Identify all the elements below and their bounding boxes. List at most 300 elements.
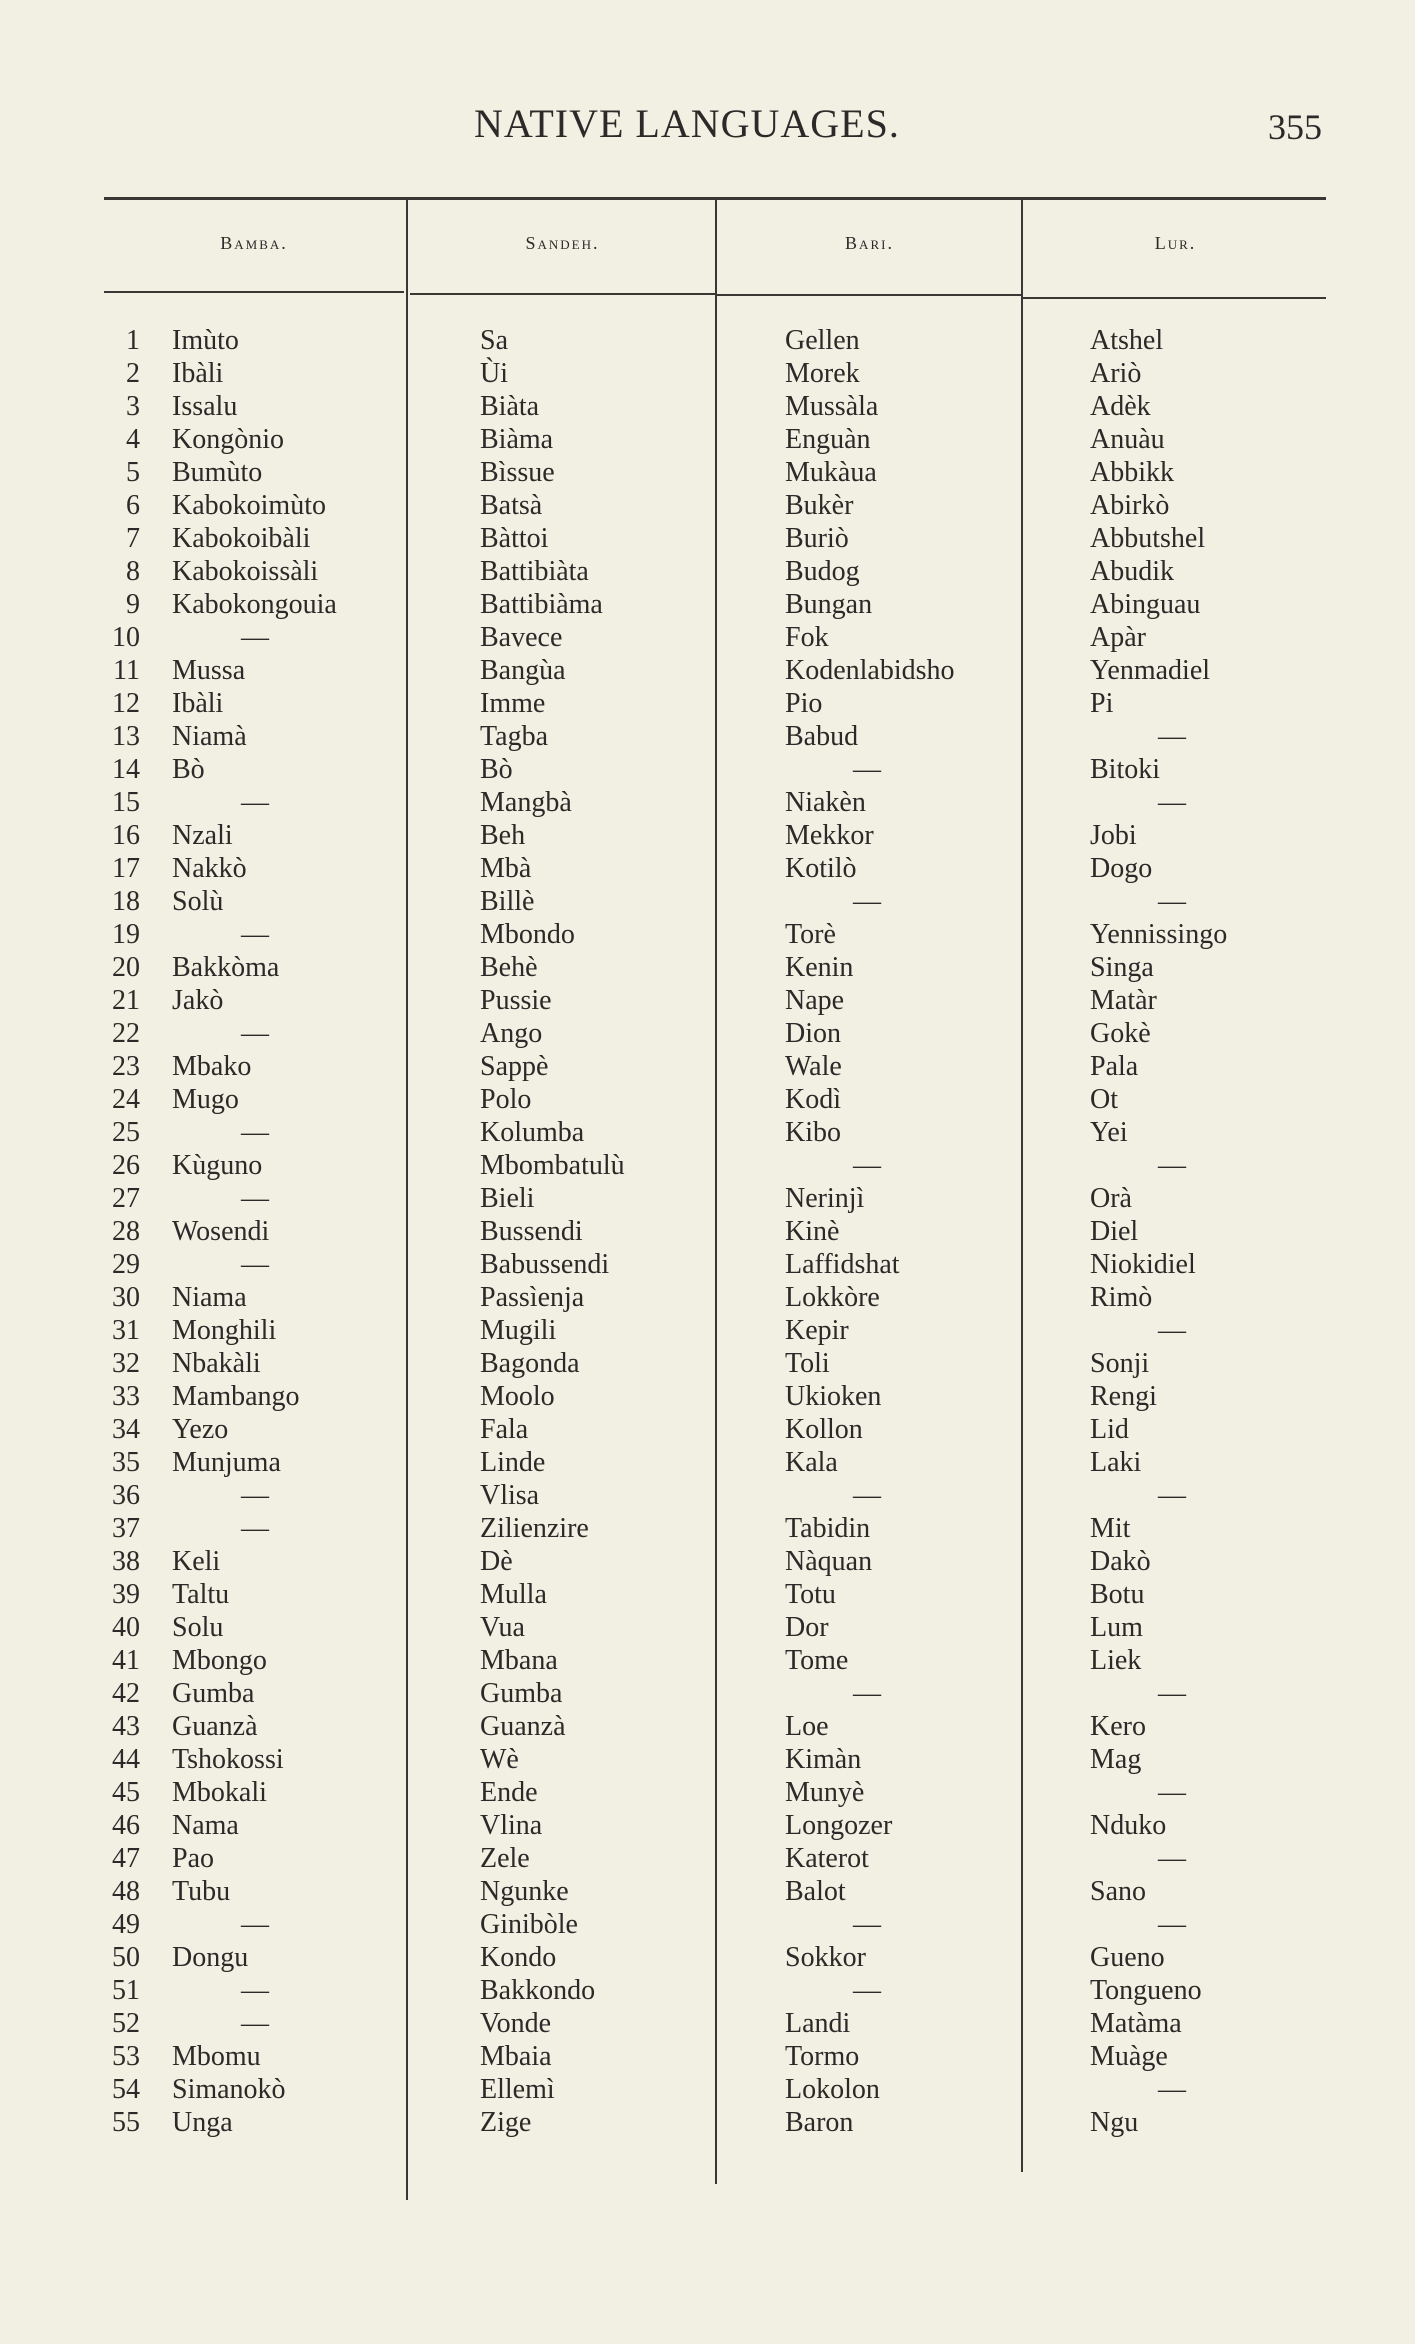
- cell-sandeh: Ginibòle: [480, 1909, 578, 1940]
- row-number: 52: [112, 2008, 140, 2039]
- row-number: 15: [112, 787, 140, 818]
- row-number: 54: [112, 2074, 140, 2105]
- column-header-lur: Lur.: [1154, 233, 1197, 253]
- cell-sandeh: Mulla: [480, 1579, 547, 1610]
- cell-sandeh: Bìssue: [480, 457, 555, 488]
- table-row: [0, 1348, 1415, 1381]
- cell-bamba: Kabokoibàli: [172, 523, 311, 554]
- cell-lur: Jobi: [1090, 820, 1137, 851]
- row-number: 39: [112, 1579, 140, 1610]
- cell-sandeh: Babussendi: [480, 1249, 610, 1280]
- table-row: [0, 1777, 1415, 1810]
- cell-lur: Matàr: [1090, 985, 1157, 1016]
- cell-sandeh: Bussendi: [480, 1216, 583, 1247]
- table-row: [0, 523, 1415, 556]
- cell-lur: Yei: [1090, 1117, 1128, 1148]
- table-row: [0, 721, 1415, 754]
- column-header-bari: Bari.: [845, 233, 894, 253]
- cell-sandeh: Dè: [480, 1546, 513, 1577]
- cell-bari: Bukèr: [785, 490, 854, 521]
- cell-bari: —: [853, 1909, 881, 1940]
- cell-sandeh: Bò: [480, 754, 513, 785]
- cell-sandeh: Mbà: [480, 853, 532, 884]
- cell-bamba: Kabokongouia: [172, 589, 337, 620]
- cell-bari: Kotilò: [785, 853, 857, 884]
- cell-lur: Nduko: [1090, 1810, 1167, 1841]
- table-row: [0, 754, 1415, 787]
- cell-bari: Enguàn: [785, 424, 871, 455]
- cell-sandeh: Billè: [480, 886, 535, 917]
- table-row: [0, 2107, 1415, 2140]
- cell-bamba: Imùto: [172, 325, 239, 356]
- cell-bari: Kinè: [785, 1216, 840, 1247]
- cell-bari: —: [853, 1150, 881, 1181]
- table-row: [0, 1645, 1415, 1678]
- row-number: 42: [112, 1678, 140, 1709]
- cell-sandeh: Batsà: [480, 490, 543, 521]
- cell-lur: Atshel: [1090, 325, 1164, 356]
- cell-sandeh: Ngunke: [480, 1876, 569, 1907]
- cell-bari: Munyè: [785, 1777, 865, 1808]
- cell-bamba: Yezo: [172, 1414, 229, 1445]
- cell-bari: Kimàn: [785, 1744, 862, 1775]
- cell-bamba: Bumùto: [172, 457, 263, 488]
- cell-sandeh: Zige: [480, 2107, 532, 2138]
- cell-bamba: Tubu: [172, 1876, 231, 1907]
- cell-bamba: Mbongo: [172, 1645, 267, 1676]
- header-rule-lur: [1023, 297, 1326, 299]
- cell-lur: Dakò: [1090, 1546, 1151, 1577]
- cell-lur: Lum: [1090, 1612, 1143, 1643]
- cell-bari: Fok: [785, 622, 829, 653]
- table-row: [0, 1315, 1415, 1348]
- row-number: 23: [112, 1051, 140, 1082]
- cell-sandeh: Wè: [480, 1744, 519, 1775]
- cell-bamba: Pao: [172, 1843, 214, 1874]
- row-number: 26: [112, 1150, 140, 1181]
- header-rule-sandeh: [410, 293, 715, 295]
- cell-lur: Matàma: [1090, 2008, 1182, 2039]
- table-row: [0, 1975, 1415, 2008]
- cell-sandeh: Ellemì: [480, 2074, 555, 2105]
- page-header: [0, 100, 1415, 160]
- cell-sandeh: Mbana: [480, 1645, 558, 1676]
- cell-bari: —: [853, 1975, 881, 2006]
- cell-bamba: Mbomu: [172, 2041, 261, 2072]
- row-number: 46: [112, 1810, 140, 1841]
- row-number: 45: [112, 1777, 140, 1808]
- cell-lur: Lid: [1090, 1414, 1129, 1445]
- cell-bari: —: [853, 886, 881, 917]
- table-row: [0, 1447, 1415, 1480]
- cell-sandeh: Beh: [480, 820, 526, 851]
- cell-bamba: Nama: [172, 1810, 239, 1841]
- cell-lur: Sano: [1090, 1876, 1146, 1907]
- cell-bari: Tormo: [785, 2041, 860, 2072]
- cell-bamba: Nzali: [172, 820, 233, 851]
- cell-bamba: Mugo: [172, 1084, 239, 1115]
- cell-sandeh: Battibiàta: [480, 556, 589, 587]
- table-row: [0, 1909, 1415, 1942]
- cell-lur: Yenmadiel: [1090, 655, 1211, 686]
- cell-bari: Sokkor: [785, 1942, 866, 1973]
- cell-bari: Ukioken: [785, 1381, 882, 1412]
- cell-bari: Toli: [785, 1348, 830, 1379]
- row-number: 9: [126, 589, 140, 620]
- cell-bari: Loe: [785, 1711, 829, 1742]
- row-number: 41: [112, 1645, 140, 1676]
- cell-bari: Mekkor: [785, 820, 874, 851]
- cell-sandeh: Mbaia: [480, 2041, 552, 2072]
- cell-bari: Kepir: [785, 1315, 849, 1346]
- cell-bari: Morek: [785, 358, 860, 389]
- row-number: 18: [112, 886, 140, 917]
- cell-bari: Kenin: [785, 952, 854, 983]
- cell-lur: Botu: [1090, 1579, 1145, 1610]
- cell-lur: Muàge: [1090, 2041, 1168, 2072]
- cell-sandeh: Zilienzire: [480, 1513, 589, 1544]
- cell-bari: Nàquan: [785, 1546, 873, 1577]
- cell-sandeh: Bakkondo: [480, 1975, 596, 2006]
- cell-bamba: Keli: [172, 1546, 221, 1577]
- cell-sandeh: Mangbà: [480, 787, 572, 818]
- column-header-bamba: Bamba.: [220, 233, 288, 253]
- cell-bamba: Wosendi: [172, 1216, 270, 1247]
- cell-bari: Balot: [785, 1876, 846, 1907]
- row-number: 12: [112, 688, 140, 719]
- cell-bamba: Mbako: [172, 1051, 252, 1082]
- row-number: 4: [126, 424, 140, 455]
- cell-bari: Nape: [785, 985, 845, 1016]
- row-number: 29: [112, 1249, 140, 1280]
- row-number: 3: [126, 391, 140, 422]
- cell-sandeh: Polo: [480, 1084, 532, 1115]
- cell-bari: Dor: [785, 1612, 829, 1643]
- row-number: 43: [112, 1711, 140, 1742]
- cell-bamba: Taltu: [172, 1579, 230, 1610]
- cell-lur: —: [1158, 2074, 1186, 2105]
- table-row: [0, 1810, 1415, 1843]
- cell-bamba: —: [241, 787, 269, 818]
- cell-bamba: —: [241, 1183, 269, 1214]
- row-number: 40: [112, 1612, 140, 1643]
- cell-lur: Rimò: [1090, 1282, 1153, 1313]
- cell-sandeh: Vlisa: [480, 1480, 540, 1511]
- cell-bari: Torè: [785, 919, 836, 950]
- row-number: 49: [112, 1909, 140, 1940]
- cell-sandeh: Ùi: [480, 358, 508, 389]
- cell-sandeh: Tagba: [480, 721, 549, 752]
- cell-bari: Nerinjì: [785, 1183, 865, 1214]
- row-number: 21: [112, 985, 140, 1016]
- cell-bari: Totu: [785, 1579, 836, 1610]
- cell-lur: —: [1158, 1678, 1186, 1709]
- table-row: [0, 1018, 1415, 1051]
- cell-bamba: Nbakàli: [172, 1348, 261, 1379]
- table-row: [0, 655, 1415, 688]
- table-row: [0, 1117, 1415, 1150]
- cell-bamba: —: [241, 1513, 269, 1544]
- row-number: 55: [112, 2107, 140, 2138]
- table-row: [0, 1579, 1415, 1612]
- cell-lur: Adèk: [1090, 391, 1151, 422]
- cell-bari: —: [853, 754, 881, 785]
- table-row: [0, 853, 1415, 886]
- cell-bari: Buriò: [785, 523, 849, 554]
- table-row: [0, 1480, 1415, 1513]
- table-row: [0, 556, 1415, 589]
- cell-bari: Kibo: [785, 1117, 841, 1148]
- table-row: [0, 1249, 1415, 1282]
- cell-bamba: Solu: [172, 1612, 224, 1643]
- cell-lur: Gokè: [1090, 1018, 1151, 1049]
- cell-bari: Mussàla: [785, 391, 879, 422]
- row-number: 14: [112, 754, 140, 785]
- cell-sandeh: Kolumba: [480, 1117, 585, 1148]
- row-number: 53: [112, 2041, 140, 2072]
- cell-lur: Pala: [1090, 1051, 1139, 1082]
- cell-bamba: Mbokali: [172, 1777, 267, 1808]
- cell-bamba: Niamà: [172, 721, 247, 752]
- row-number: 7: [126, 523, 140, 554]
- cell-bamba: Ibàli: [172, 358, 224, 389]
- cell-sandeh: Bangùa: [480, 655, 566, 686]
- cell-bamba: Munjuma: [172, 1447, 281, 1478]
- cell-lur: Tongueno: [1090, 1975, 1202, 2006]
- cell-sandeh: Vonde: [480, 2008, 552, 2039]
- cell-lur: Ariò: [1090, 358, 1142, 389]
- cell-bari: Landi: [785, 2008, 851, 2039]
- cell-bamba: Unga: [172, 2107, 233, 2138]
- cell-lur: Apàr: [1090, 622, 1146, 653]
- row-number: 5: [126, 457, 140, 488]
- cell-sandeh: Linde: [480, 1447, 546, 1478]
- cell-lur: Anuàu: [1090, 424, 1165, 455]
- row-number: 35: [112, 1447, 140, 1478]
- cell-sandeh: Guanzà: [480, 1711, 566, 1742]
- cell-bari: Bungan: [785, 589, 873, 620]
- row-number: 51: [112, 1975, 140, 2006]
- row-number: 1: [126, 325, 140, 356]
- cell-lur: Kero: [1090, 1711, 1146, 1742]
- row-number: 10: [112, 622, 140, 653]
- table-row: [0, 1744, 1415, 1777]
- cell-sandeh: Kondo: [480, 1942, 557, 1973]
- cell-bari: Gellen: [785, 325, 860, 356]
- cell-lur: Ngu: [1090, 2107, 1139, 2138]
- cell-lur: —: [1158, 1777, 1186, 1808]
- cell-bamba: Gumba: [172, 1678, 255, 1709]
- cell-bari: Lokolon: [785, 2074, 880, 2105]
- row-number: 19: [112, 919, 140, 950]
- cell-lur: Ot: [1090, 1084, 1118, 1115]
- cell-bamba: —: [241, 2008, 269, 2039]
- cell-sandeh: Sappè: [480, 1051, 549, 1082]
- table-row: [0, 1150, 1415, 1183]
- row-number: 6: [126, 490, 140, 521]
- table-row: [0, 424, 1415, 457]
- table-row: [0, 2074, 1415, 2107]
- cell-bamba: —: [241, 1249, 269, 1280]
- cell-sandeh: Passìenja: [480, 1282, 585, 1313]
- cell-bari: Tabidin: [785, 1513, 871, 1544]
- row-number: 38: [112, 1546, 140, 1577]
- column-header-sandeh: Sandeh.: [525, 233, 600, 253]
- cell-lur: —: [1158, 1909, 1186, 1940]
- table-row: [0, 919, 1415, 952]
- cell-lur: Niokidiel: [1090, 1249, 1196, 1280]
- cell-bamba: —: [241, 1909, 269, 1940]
- table-row: [0, 1051, 1415, 1084]
- page-title: NATIVE LANGUAGES.: [474, 101, 900, 146]
- table-row: [0, 622, 1415, 655]
- cell-bari: Kodì: [785, 1084, 841, 1115]
- cell-lur: Abinguau: [1090, 589, 1201, 620]
- table-row: [0, 886, 1415, 919]
- cell-sandeh: Mbombatulù: [480, 1150, 625, 1181]
- table-row: [0, 1876, 1415, 1909]
- cell-bamba: —: [241, 1975, 269, 2006]
- row-number: 17: [112, 853, 140, 884]
- cell-sandeh: Moolo: [480, 1381, 555, 1412]
- cell-bamba: Tshokossi: [172, 1744, 284, 1775]
- row-number: 20: [112, 952, 140, 983]
- cell-bari: Longozer: [785, 1810, 893, 1841]
- cell-bamba: Jakò: [172, 985, 224, 1016]
- row-number: 33: [112, 1381, 140, 1412]
- cell-lur: —: [1158, 886, 1186, 917]
- row-number: 36: [112, 1480, 140, 1511]
- table-row: [0, 1678, 1415, 1711]
- cell-lur: Abbikk: [1090, 457, 1174, 488]
- cell-bamba: Niama: [172, 1282, 247, 1313]
- cell-sandeh: Biàma: [480, 424, 554, 455]
- cell-bamba: Kùguno: [172, 1150, 263, 1181]
- table-row: [0, 1711, 1415, 1744]
- row-number: 32: [112, 1348, 140, 1379]
- cell-sandeh: Mugili: [480, 1315, 557, 1346]
- cell-bari: Kodenlabidsho: [785, 655, 955, 686]
- cell-lur: Laki: [1090, 1447, 1142, 1478]
- cell-sandeh: Mbondo: [480, 919, 575, 950]
- cell-lur: —: [1158, 1150, 1186, 1181]
- cell-lur: Abudik: [1090, 556, 1174, 587]
- row-number: 27: [112, 1183, 140, 1214]
- table-row: [0, 688, 1415, 721]
- table-row: [0, 985, 1415, 1018]
- row-number: 44: [112, 1744, 140, 1775]
- table-row: [0, 325, 1415, 358]
- cell-lur: —: [1158, 1480, 1186, 1511]
- cell-lur: Diel: [1090, 1216, 1139, 1247]
- row-number: 37: [112, 1513, 140, 1544]
- cell-bari: Lokkòre: [785, 1282, 880, 1313]
- row-number: 50: [112, 1942, 140, 1973]
- row-number: 8: [126, 556, 140, 587]
- cell-bamba: Kabokoissàli: [172, 556, 319, 587]
- cell-sandeh: Battibiàma: [480, 589, 603, 620]
- cell-bari: Babud: [785, 721, 859, 752]
- cell-bari: Baron: [785, 2107, 854, 2138]
- cell-lur: Abirkò: [1090, 490, 1170, 521]
- cell-lur: Dogo: [1090, 853, 1153, 884]
- table-row: [0, 2041, 1415, 2074]
- cell-bamba: Bakkòma: [172, 952, 280, 983]
- cell-bamba: Dongu: [172, 1942, 249, 1973]
- cell-bamba: Monghili: [172, 1315, 277, 1346]
- cell-bamba: —: [241, 919, 269, 950]
- cell-lur: Abbutshel: [1090, 523, 1206, 554]
- cell-bari: Wale: [785, 1051, 842, 1082]
- cell-sandeh: Vlina: [480, 1810, 543, 1841]
- cell-lur: Yennissingo: [1090, 919, 1228, 950]
- cell-sandeh: Behè: [480, 952, 538, 983]
- cell-sandeh: Bavece: [480, 622, 563, 653]
- cell-sandeh: Gumba: [480, 1678, 563, 1709]
- header-rule-bari: [717, 294, 1021, 296]
- cell-lur: —: [1158, 1843, 1186, 1874]
- cell-lur: Liek: [1090, 1645, 1142, 1676]
- cell-sandeh: Bieli: [480, 1183, 535, 1214]
- table-row: [0, 358, 1415, 391]
- table-row: [0, 1546, 1415, 1579]
- cell-sandeh: Ende: [480, 1777, 538, 1808]
- table-row: [0, 391, 1415, 424]
- cell-bari: Kollon: [785, 1414, 863, 1445]
- cell-lur: Rengi: [1090, 1381, 1157, 1412]
- cell-bari: Dion: [785, 1018, 841, 1049]
- cell-bamba: —: [241, 1018, 269, 1049]
- cell-sandeh: Biàta: [480, 391, 540, 422]
- row-number: 25: [112, 1117, 140, 1148]
- cell-bamba: —: [241, 622, 269, 653]
- header-rule-bamba: [104, 291, 404, 293]
- cell-lur: —: [1158, 1315, 1186, 1346]
- table-row: [0, 1513, 1415, 1546]
- table-row: [0, 1414, 1415, 1447]
- table-row: [0, 1843, 1415, 1876]
- row-number: 13: [112, 721, 140, 752]
- cell-bari: Kala: [785, 1447, 838, 1478]
- row-number: 28: [112, 1216, 140, 1247]
- cell-bari: Budog: [785, 556, 860, 587]
- table-row: [0, 952, 1415, 985]
- table-row: [0, 1942, 1415, 1975]
- cell-bamba: —: [241, 1117, 269, 1148]
- cell-bari: Pio: [785, 688, 823, 719]
- row-number: 48: [112, 1876, 140, 1907]
- row-number: 34: [112, 1414, 140, 1445]
- cell-bari: Mukàua: [785, 457, 877, 488]
- cell-bamba: Nakkò: [172, 853, 247, 884]
- cell-bamba: Ibàli: [172, 688, 224, 719]
- table-row: [0, 1084, 1415, 1117]
- cell-bamba: Issalu: [172, 391, 238, 422]
- row-number: 24: [112, 1084, 140, 1115]
- cell-bari: Laffidshat: [785, 1249, 900, 1280]
- cell-lur: Pi: [1090, 688, 1114, 719]
- cell-bamba: Simanokò: [172, 2074, 286, 2105]
- cell-bamba: Mambango: [172, 1381, 300, 1412]
- table-row: [0, 1612, 1415, 1645]
- cell-sandeh: Bàttoi: [480, 523, 549, 554]
- cell-sandeh: Bagonda: [480, 1348, 580, 1379]
- cell-bari: Katerot: [785, 1843, 869, 1874]
- cell-bari: Tome: [785, 1645, 849, 1676]
- row-number: 47: [112, 1843, 140, 1874]
- table-row: [0, 820, 1415, 853]
- cell-bamba: Kabokoimùto: [172, 490, 326, 521]
